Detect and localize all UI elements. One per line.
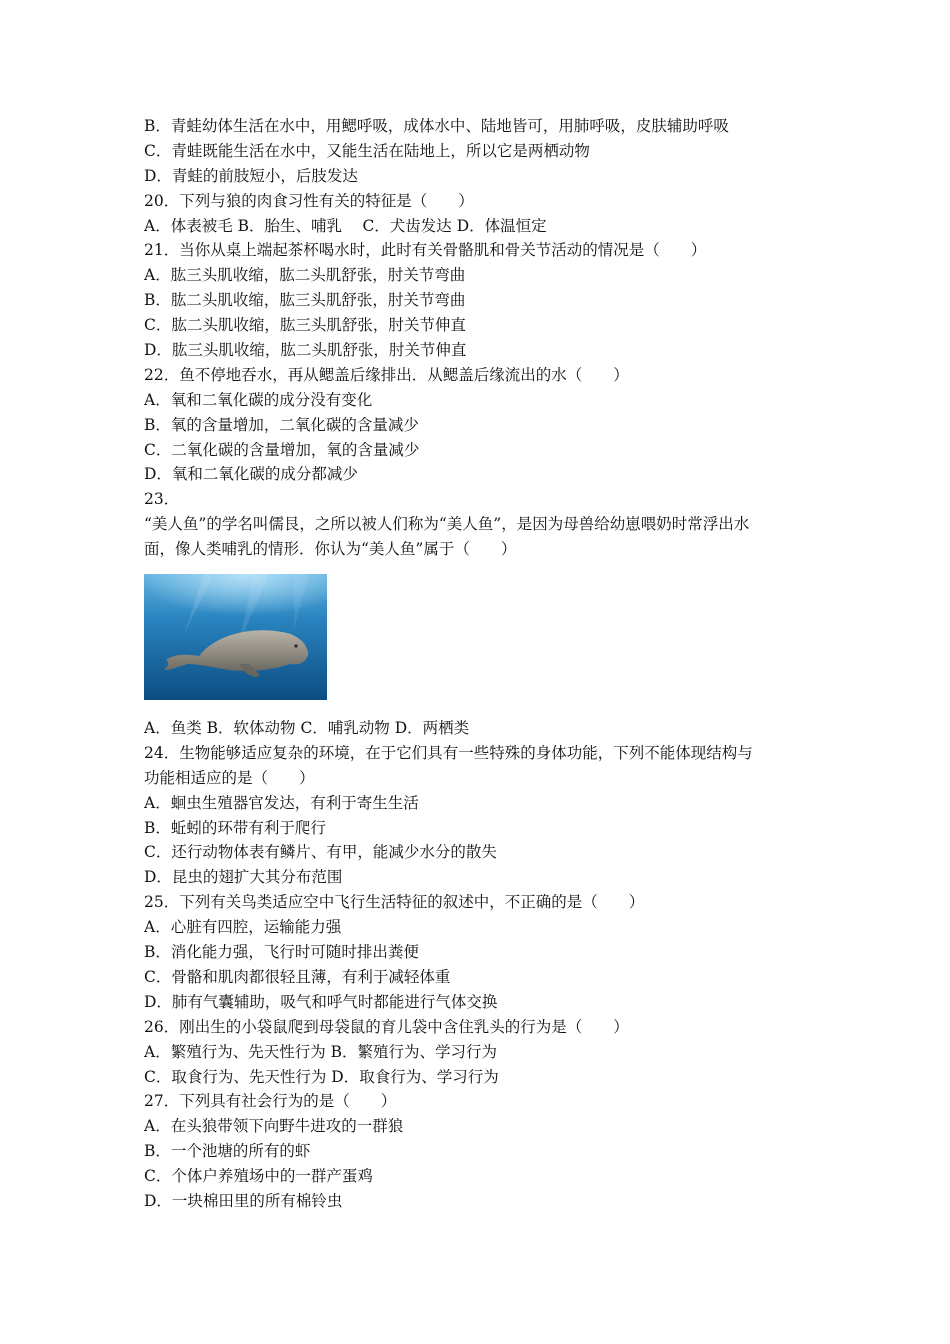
text-line: B．一个池塘的所有的虾: [144, 1142, 311, 1161]
text-line: 20．下列与狼的肉食习性有关的特征是（ ）: [144, 191, 474, 210]
text-line: C．还行动物体表有鳞片、有甲，能减少水分的散失: [144, 843, 497, 862]
text-line: D．肺有气囊辅助，吸气和呼气时都能进行气体交换: [144, 992, 498, 1011]
dugong-underwater-photo-icon: [144, 574, 327, 700]
text-line: B．氧的含量增加，二氧化碳的含量减少: [144, 415, 419, 434]
text-line: C．取食行为、先天性行为 D．取食行为、学习行为: [144, 1067, 499, 1086]
text-line: 21．当你从桌上端起茶杯喝水时，此时有关骨骼肌和骨关节活动的情况是（ ）: [144, 241, 707, 260]
text-line: B．蚯蚓的环带有利于爬行: [144, 818, 326, 837]
text-line: D．肱三头肌收缩，肱二头肌舒张，肘关节伸直: [144, 341, 467, 360]
text-line: D．一块棉田里的所有棉铃虫: [144, 1191, 343, 1210]
text-line: 27．下列具有社会行为的是（ ）: [144, 1092, 397, 1111]
text-line: C．骨骼和肌肉都很轻且薄，有利于减轻体重: [144, 967, 451, 986]
text-line: B．肱二头肌收缩，肱三头肌舒张，肘关节弯曲: [144, 291, 466, 310]
text-line: D．青蛙的前肢短小，后肢发达: [144, 166, 358, 185]
text-line: A．繁殖行为、先天性行为 B．繁殖行为、学习行为: [144, 1042, 498, 1061]
text-line: 26．刚出生的小袋鼠爬到母袋鼠的育儿袋中含住乳头的行为是（ ）: [144, 1017, 629, 1036]
text-line: C．青蛙既能生活在水中，又能生活在陆地上，所以它是两栖动物: [144, 141, 590, 160]
text-line: D．昆虫的翅扩大其分布范围: [144, 868, 343, 887]
text-line: A．心脏有四腔，运输能力强: [144, 918, 342, 937]
text-line: 23．: [144, 490, 180, 509]
dugong-image: [144, 574, 327, 700]
text-line: B．消化能力强，飞行时可随时排出粪便: [144, 943, 419, 962]
text-line: A．氧和二氧化碳的成分没有变化: [144, 390, 373, 409]
text-line: 面，像人类哺乳的情形．你认为“美人鱼”属于（ ）: [144, 540, 517, 559]
text-line: 22．鱼不停地吞水，再从鳃盖后缘排出．从鳃盖后缘流出的水（ ）: [144, 365, 629, 384]
question-lines-top: [144, 114, 824, 562]
question-content: [144, 114, 824, 1214]
text-line: A．在头狼带领下向野牛进攻的一群狼: [144, 1117, 404, 1136]
text-line: D．氧和二氧化碳的成分都减少: [144, 465, 358, 484]
text-line: A．肱三头肌收缩，肱二头肌舒张，肘关节弯曲: [144, 266, 466, 285]
text-line: 24．生物能够适应复杂的环境，在于它们具有一些特殊的身体功能，下列不能体现结构与: [144, 743, 753, 762]
question-lines-bottom: [144, 716, 824, 1214]
text-line: C．肱二头肌收缩，肱三头肌舒张，肘关节伸直: [144, 316, 466, 335]
text-line: A．体表被毛 B．胎生、哺乳 C．犬齿发达 D．体温恒定: [144, 216, 547, 235]
text-line: A．鱼类 B．软体动物 C．哺乳动物 D．两栖类: [144, 719, 470, 738]
text-line: C．个体户养殖场中的一群产蛋鸡: [144, 1167, 373, 1186]
text-line: C．二氧化碳的含量增加，氧的含量减少: [144, 440, 420, 459]
text-line: B．青蛙幼体生活在水中，用鳃呼吸，成体水中、陆地皆可，用肺呼吸，皮肤辅助呼吸: [144, 117, 729, 135]
text-line: 25．下列有关鸟类适应空中飞行生活特征的叙述中，不正确的是（ ）: [144, 893, 645, 912]
text-line: A．蛔虫生殖器官发达，有利于寄生生活: [144, 793, 419, 812]
text-line: “美人鱼”的学名叫儒艮，之所以被人们称为“美人鱼”，是因为母兽给幼崽喂奶时常浮出水: [144, 515, 750, 534]
text-line: 功能相适应的是（ ）: [144, 768, 315, 787]
